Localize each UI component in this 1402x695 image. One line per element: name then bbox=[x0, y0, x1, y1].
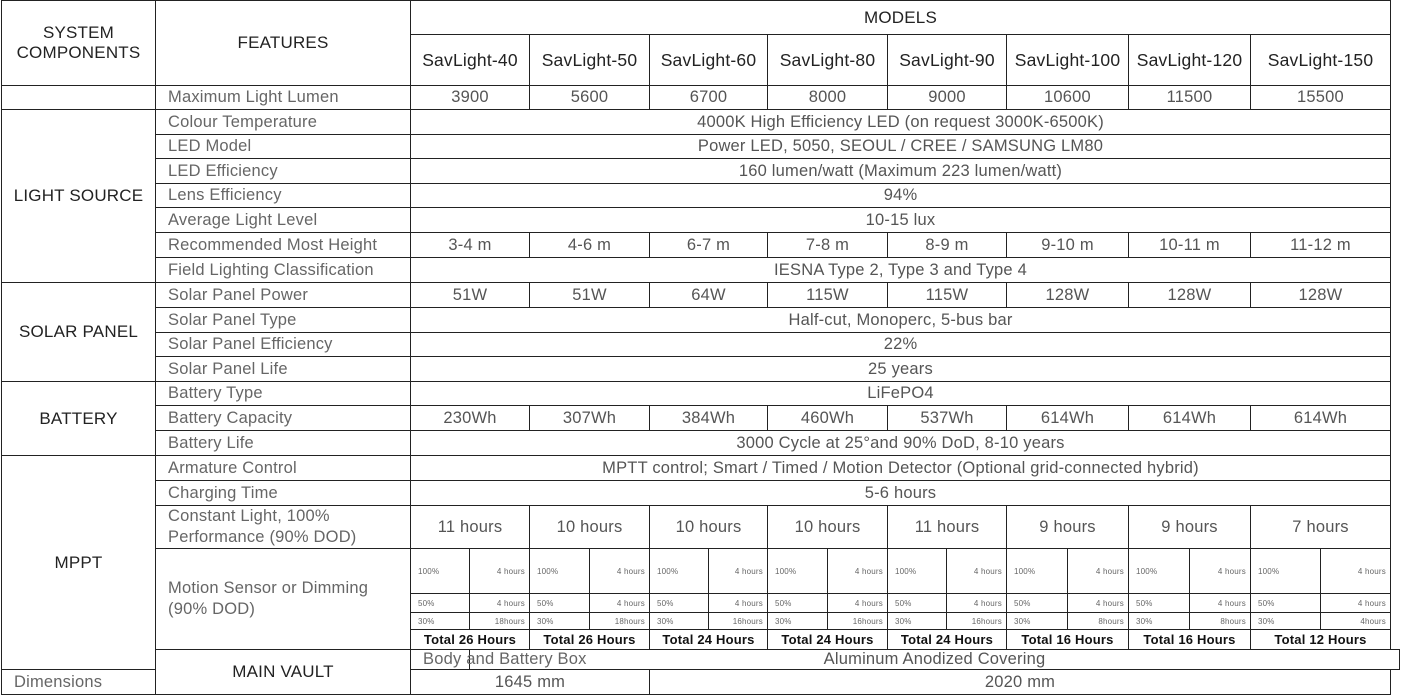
feature-label: LED Efficiency bbox=[156, 159, 411, 184]
value-cell: 10-15 lux bbox=[411, 208, 1391, 233]
value-cell: 11 hours bbox=[888, 506, 1007, 549]
spec-table bbox=[1, 0, 1400, 695]
value-cell: LiFePO4 bbox=[411, 382, 1391, 406]
value-cell: 4000K High Efficiency LED (on request 3000K-6500K) bbox=[411, 110, 1391, 135]
dimming-level: 50% bbox=[768, 594, 828, 613]
value-cell: 10 hours bbox=[768, 506, 888, 549]
value-cell: 230Wh bbox=[411, 406, 530, 431]
dimming-level: 50% bbox=[1129, 594, 1190, 613]
dimming-level: 30% bbox=[1007, 613, 1068, 630]
dimming-level: 30% bbox=[768, 613, 828, 630]
value-cell: 614Wh bbox=[1251, 406, 1391, 431]
section-main-vault: MAIN VAULT bbox=[156, 650, 411, 695]
dimming-level: 50% bbox=[411, 594, 470, 613]
value-cell: 1645 mm bbox=[411, 670, 650, 695]
feature-label: LED Model bbox=[156, 135, 411, 159]
feature-label: Solar Panel Power bbox=[156, 283, 411, 308]
table-row bbox=[2, 357, 1400, 382]
total-hours: Total 26 Hours bbox=[411, 630, 530, 650]
value-cell: 22% bbox=[411, 333, 1391, 357]
dimming-level: 100% bbox=[888, 549, 947, 594]
section-mppt: MPPT bbox=[2, 456, 156, 670]
feature-label: Armature Control bbox=[156, 456, 411, 481]
feature-label: Solar Panel Type bbox=[156, 308, 411, 333]
dimming-hours: 4hours bbox=[1321, 613, 1391, 630]
feature-label: Battery Type bbox=[156, 382, 411, 406]
value-cell: 128W bbox=[1007, 283, 1129, 308]
value-cell: 9 hours bbox=[1007, 506, 1129, 549]
dimming-hours: 4 hours bbox=[470, 549, 530, 594]
value-cell: 128W bbox=[1251, 283, 1391, 308]
value-cell: 51W bbox=[411, 283, 530, 308]
section-light-source: LIGHT SOURCE bbox=[2, 110, 156, 283]
dimming-hours: 4 hours bbox=[828, 549, 888, 594]
section-cell bbox=[2, 86, 156, 110]
feature-label: Charging Time bbox=[156, 481, 411, 506]
model-header: SavLight-40 bbox=[411, 35, 530, 86]
dimming-level: 100% bbox=[1129, 549, 1190, 594]
dimming-level: 30% bbox=[530, 613, 590, 630]
dimming-hours: 4 hours bbox=[1321, 549, 1391, 594]
table-row bbox=[2, 283, 1400, 308]
dimming-hours: 4 hours bbox=[947, 594, 1007, 613]
dimming-hours: 4 hours bbox=[709, 549, 768, 594]
feature-label: Average Light Level bbox=[156, 208, 411, 233]
feature-label: Dimensions bbox=[2, 670, 156, 695]
value-cell: 460Wh bbox=[768, 406, 888, 431]
dimming-hours: 8hours bbox=[1190, 613, 1251, 630]
dimming-level: 50% bbox=[1007, 594, 1068, 613]
dimming-level: 30% bbox=[650, 613, 709, 630]
section-battery: BATTERY bbox=[2, 382, 156, 456]
value-cell: 8000 bbox=[768, 86, 888, 110]
feature-label: Solar Panel Efficiency bbox=[156, 333, 411, 357]
dimming-hours: 16hours bbox=[947, 613, 1007, 630]
value-cell: 10600 bbox=[1007, 86, 1129, 110]
value-cell: 25 years bbox=[411, 357, 1391, 382]
value-cell: 3-4 m bbox=[411, 233, 530, 258]
table-row bbox=[2, 86, 1400, 110]
table-row bbox=[2, 650, 1400, 670]
table-row bbox=[2, 258, 1400, 283]
value-cell: 64W bbox=[650, 283, 768, 308]
value-cell: 5600 bbox=[530, 86, 650, 110]
value-cell: 160 lumen/watt (Maximum 223 lumen/watt) bbox=[411, 159, 1391, 184]
dimming-level: 50% bbox=[650, 594, 709, 613]
section-solar-panel: SOLAR PANEL bbox=[2, 283, 156, 382]
dimming-hours: 16hours bbox=[828, 613, 888, 630]
value-cell: 5-6 hours bbox=[411, 481, 1391, 506]
value-cell: 614Wh bbox=[1007, 406, 1129, 431]
value-cell: Aluminum Anodized Covering bbox=[470, 650, 1400, 670]
dimming-hours: 4 hours bbox=[590, 549, 650, 594]
dimming-level: 100% bbox=[768, 549, 828, 594]
total-hours: Total 16 Hours bbox=[1007, 630, 1129, 650]
dimming-hours: 4 hours bbox=[947, 549, 1007, 594]
feature-label: Battery Capacity bbox=[156, 406, 411, 431]
dimming-level: 100% bbox=[650, 549, 709, 594]
total-hours: Total 16 Hours bbox=[1129, 630, 1251, 650]
model-header: SavLight-100 bbox=[1007, 35, 1129, 86]
value-cell: 9000 bbox=[888, 86, 1007, 110]
value-cell: 10 hours bbox=[650, 506, 768, 549]
dimming-hours: 4 hours bbox=[590, 594, 650, 613]
value-cell: Power LED, 5050, SEOUL / CREE / SAMSUNG LM80 bbox=[411, 135, 1391, 159]
table-row bbox=[2, 382, 1400, 406]
value-cell: 7-8 m bbox=[768, 233, 888, 258]
value-cell: 15500 bbox=[1251, 86, 1391, 110]
model-header: SavLight-60 bbox=[650, 35, 768, 86]
models-header: MODELS bbox=[411, 1, 1391, 35]
model-header: SavLight-120 bbox=[1129, 35, 1251, 86]
model-header: SavLight-90 bbox=[888, 35, 1007, 86]
table-row bbox=[2, 159, 1400, 184]
table-row bbox=[2, 333, 1400, 357]
table-row bbox=[2, 456, 1400, 481]
table-row bbox=[2, 406, 1400, 431]
value-cell: 614Wh bbox=[1129, 406, 1251, 431]
total-hours: Total 24 Hours bbox=[650, 630, 768, 650]
total-hours: Total 12 Hours bbox=[1251, 630, 1391, 650]
value-cell: 10-11 m bbox=[1129, 233, 1251, 258]
value-cell: 115W bbox=[888, 283, 1007, 308]
value-cell: 2020 mm bbox=[650, 670, 1391, 695]
dimming-hours: 4 hours bbox=[1068, 549, 1129, 594]
value-cell: 9-10 m bbox=[1007, 233, 1129, 258]
dimming-level: 100% bbox=[530, 549, 590, 594]
table-row bbox=[2, 135, 1400, 159]
value-cell: 11 hours bbox=[411, 506, 530, 549]
value-cell: 384Wh bbox=[650, 406, 768, 431]
dimming-hours: 18hours bbox=[590, 613, 650, 630]
dimming-level: 30% bbox=[1129, 613, 1190, 630]
value-cell: 128W bbox=[1129, 283, 1251, 308]
value-cell: 11500 bbox=[1129, 86, 1251, 110]
table-row bbox=[2, 208, 1400, 233]
value-cell: 4-6 m bbox=[530, 233, 650, 258]
feature-label: Colour Temperature bbox=[156, 110, 411, 135]
features-header: FEATURES bbox=[156, 1, 411, 86]
table-row bbox=[2, 506, 1400, 549]
value-cell: 10 hours bbox=[530, 506, 650, 549]
dimming-hours: 8hours bbox=[1068, 613, 1129, 630]
dimming-hours: 4 hours bbox=[1190, 549, 1251, 594]
dimming-level: 30% bbox=[888, 613, 947, 630]
dimming-hours: 18hours bbox=[470, 613, 530, 630]
dimming-level: 30% bbox=[411, 613, 470, 630]
table-row bbox=[2, 481, 1400, 506]
feature-label: Constant Light, 100% Performance (90% DOD) bbox=[156, 506, 411, 549]
feature-label: Battery Life bbox=[156, 431, 411, 456]
value-cell: 51W bbox=[530, 283, 650, 308]
table-row bbox=[2, 1, 1400, 35]
value-cell: 3900 bbox=[411, 86, 530, 110]
table-row bbox=[2, 184, 1400, 208]
feature-label: Maximum Light Lumen bbox=[156, 86, 411, 110]
value-cell: Half-cut, Monoperc, 5-bus bar bbox=[411, 308, 1391, 333]
feature-label: Field Lighting Classification bbox=[156, 258, 411, 283]
value-cell: 307Wh bbox=[530, 406, 650, 431]
dimming-hours: 4 hours bbox=[1190, 594, 1251, 613]
dimming-level: 100% bbox=[1251, 549, 1321, 594]
model-header: SavLight-80 bbox=[768, 35, 888, 86]
total-hours: Total 24 Hours bbox=[888, 630, 1007, 650]
value-cell: 7 hours bbox=[1251, 506, 1391, 549]
system-components-header: SYSTEM COMPONENTS bbox=[2, 1, 156, 86]
total-hours: Total 24 Hours bbox=[768, 630, 888, 650]
dimming-level: 100% bbox=[411, 549, 470, 594]
feature-label: Solar Panel Life bbox=[156, 357, 411, 382]
table-row bbox=[2, 431, 1400, 456]
table-row bbox=[2, 110, 1400, 135]
value-cell: IESNA Type 2, Type 3 and Type 4 bbox=[411, 258, 1391, 283]
dimming-hours: 4 hours bbox=[1321, 594, 1391, 613]
table-row bbox=[2, 549, 1400, 594]
dimming-level: 50% bbox=[1251, 594, 1321, 613]
dimming-level: 100% bbox=[1007, 549, 1068, 594]
dimming-level: 30% bbox=[1251, 613, 1321, 630]
table-row bbox=[2, 233, 1400, 258]
value-cell: 94% bbox=[411, 184, 1391, 208]
table-row bbox=[2, 308, 1400, 333]
dimming-hours: 4 hours bbox=[470, 594, 530, 613]
value-cell: 8-9 m bbox=[888, 233, 1007, 258]
feature-label: Lens Efficiency bbox=[156, 184, 411, 208]
value-cell: 6700 bbox=[650, 86, 768, 110]
model-header: SavLight-150 bbox=[1251, 35, 1391, 86]
value-cell: 3000 Cycle at 25°and 90% DoD, 8-10 years bbox=[411, 431, 1391, 456]
feature-label: Body and Battery Box bbox=[411, 650, 470, 670]
value-cell: 11-12 m bbox=[1251, 233, 1391, 258]
value-cell: 537Wh bbox=[888, 406, 1007, 431]
value-cell: MPTT control; Smart / Timed / Motion Detector (Optional grid-connected hybrid) bbox=[411, 456, 1391, 481]
dimming-level: 50% bbox=[530, 594, 590, 613]
total-hours: Total 26 Hours bbox=[530, 630, 650, 650]
feature-label: Motion Sensor or Dimming (90% DOD) bbox=[156, 549, 411, 650]
dimming-hours: 4 hours bbox=[709, 594, 768, 613]
model-header: SavLight-50 bbox=[530, 35, 650, 86]
value-cell: 6-7 m bbox=[650, 233, 768, 258]
value-cell: 115W bbox=[768, 283, 888, 308]
dimming-level: 50% bbox=[888, 594, 947, 613]
dimming-hours: 4 hours bbox=[1068, 594, 1129, 613]
dimming-hours: 4 hours bbox=[828, 594, 888, 613]
dimming-hours: 16hours bbox=[709, 613, 768, 630]
value-cell: 9 hours bbox=[1129, 506, 1251, 549]
feature-label: Recommended Most Height bbox=[156, 233, 411, 258]
